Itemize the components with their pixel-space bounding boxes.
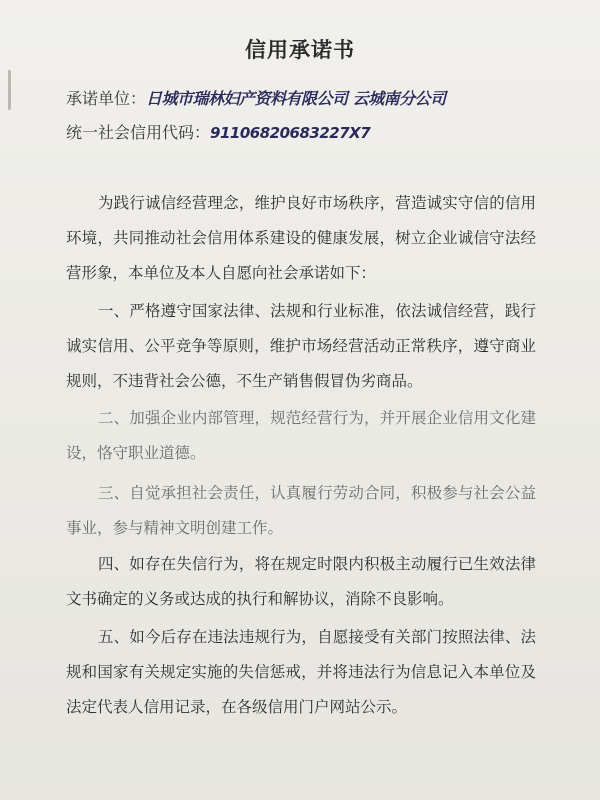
credit-code-handwriting: 91106820683227X7 — [210, 124, 371, 142]
committing-unit-label: 承诺单位： — [66, 89, 147, 108]
paragraph-item-5: 五、如今后存在违法违规行为，自愿接受有关部门按照法律、法规和国家有关规定实施的失信惩戒，并将违法行为信息记入本单位及法定代表人信用记录，在各级信用门户网站公示。 — [66, 628, 536, 716]
paragraph-item-3: 三、自觉承担社会责任，认真履行劳动合同，积极参与社会公益事业，参与精神文明创建工作。 — [66, 484, 536, 537]
credit-code-label: 统一社会信用代码： — [66, 123, 211, 142]
paragraph-intro: 为践行诚信经营理念，维护良好市场秩序，营造诚实守信的信用环境，共同推动社会信用体系建设的健康发展，树立企业诚信守法经营形象，本单位及本人自愿向社会承诺如下： — [66, 194, 536, 282]
paragraph-item-1: 一、严格遵守国家法律、法规和行业标准，依法诚信经营，践行诚实信用、公平竞争等原则，维护市场经营活动正常秩序，遵守商业规则，不违背社会公德，不生产销售假冒伪劣商品。 — [66, 302, 536, 390]
credit-code-field — [66, 120, 370, 143]
paper-fold-mark — [8, 70, 11, 110]
committing-unit-field — [66, 86, 446, 109]
paragraph-item-2: 二、加强企业内部管理，规范经营行为，并开展企业信用文化建设，恪守职业道德。 — [66, 409, 536, 462]
committing-unit-handwriting: 日城市瑞林妇产资料有限公司 云城南分公司 — [146, 89, 446, 108]
document-title: 信用承诺书 — [245, 37, 355, 62]
paragraph-item-4: 四、如存在失信行为，将在规定时限内积极主动履行已生效法律文书确定的义务或达成的执行和解协议，消除不良影响。 — [66, 555, 536, 608]
